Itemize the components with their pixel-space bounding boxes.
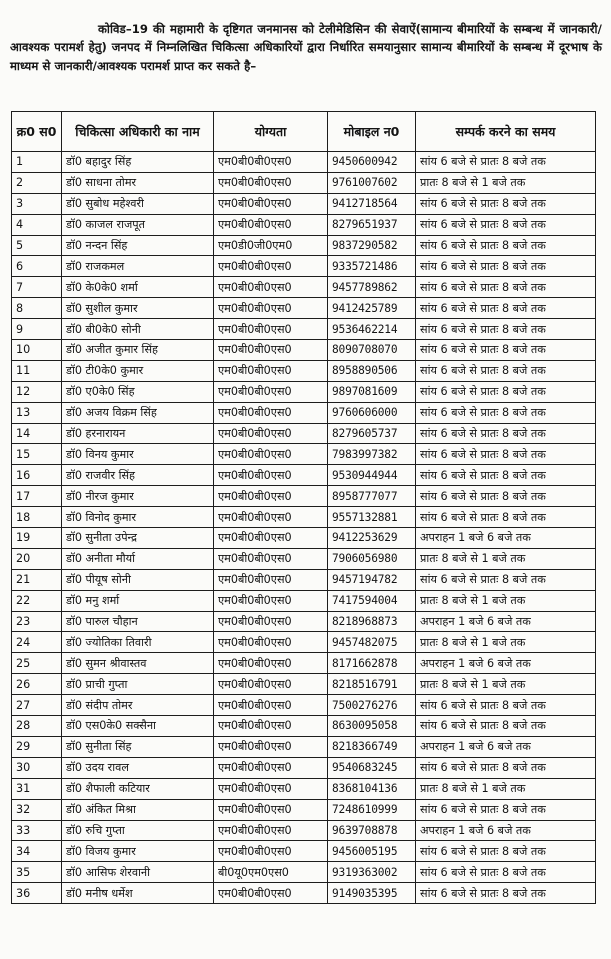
- contact-time-cell: सांय 6 बजे से प्रातः 8 बजे तक: [416, 193, 596, 214]
- serial-number-cell: 24: [12, 632, 62, 653]
- qualification-cell: एम0बी0बी0एस0: [214, 152, 328, 173]
- medical-officers-table: [11, 111, 596, 904]
- table-row: [12, 340, 596, 361]
- qualification-cell: एम0बी0बी0एस0: [214, 883, 328, 904]
- qualification-cell: एम0बी0बी0एस0: [214, 256, 328, 277]
- officer-name-cell: डॉ0 राजवीर सिंह: [62, 465, 214, 486]
- officer-name-cell: डॉ0 सुमन श्रीवास्तव: [62, 653, 214, 674]
- mobile-number-cell: 9319363002: [328, 862, 416, 883]
- mobile-number-cell: 8958777077: [328, 486, 416, 507]
- table-row: [12, 152, 596, 173]
- mobile-number-cell: 8368104136: [328, 778, 416, 799]
- contact-time-cell: सांय 6 बजे से प्रातः 8 बजे तक: [416, 716, 596, 737]
- serial-number-cell: 27: [12, 695, 62, 716]
- header-qualification: योग्यता: [214, 112, 328, 152]
- serial-number-cell: 16: [12, 465, 62, 486]
- mobile-number-cell: 9450600942: [328, 152, 416, 173]
- contact-time-cell: सांय 6 बजे से प्रातः 8 बजे तक: [416, 841, 596, 862]
- serial-number-cell: 34: [12, 841, 62, 862]
- qualification-cell: एम0बी0बी0एस0: [214, 486, 328, 507]
- mobile-number-cell: 8279605737: [328, 423, 416, 444]
- contact-time-cell: सांय 6 बजे से प्रातः 8 बजे तक: [416, 340, 596, 361]
- contact-time-cell: प्रातः 8 बजे से 1 बजे तक: [416, 632, 596, 653]
- officer-name-cell: डॉ0 अनीता मौर्या: [62, 548, 214, 569]
- qualification-cell: एम0बी0बी0एस0: [214, 820, 328, 841]
- qualification-cell: एम0बी0बी0एस0: [214, 277, 328, 298]
- mobile-number-cell: 9530944944: [328, 465, 416, 486]
- officer-name-cell: डॉ0 पीयूष सोनी: [62, 569, 214, 590]
- qualification-cell: एम0बी0बी0एस0: [214, 360, 328, 381]
- intro-paragraph: कोविड–19 की महामारी के दृष्टिगत जनमानस को टेलीमेडिसिन की सेवाऐं(सामान्य बीमारियों के सम्बन्ध में जानकारी/आवश्यक परामर्श हेतु) जनपद में निम्नलिखित चिकित्सा अधिकारियों द्वारा निर्धारित समयानुसार सामान्य बीमारियों के सम्बन्ध में दूरभाष के माध्यम से जानकारी/आवश्यक परामर्श प्राप्त कर सकते है–: [10, 21, 602, 73]
- mobile-number-cell: 7417594004: [328, 590, 416, 611]
- table-row: [12, 674, 596, 695]
- serial-number-cell: 8: [12, 298, 62, 319]
- table-row: [12, 841, 596, 862]
- header-contact-time: सम्पर्क करने का समय: [416, 112, 596, 152]
- mobile-number-cell: 9760606000: [328, 402, 416, 423]
- mobile-number-cell: 9536462214: [328, 319, 416, 340]
- table-row: [12, 590, 596, 611]
- serial-number-cell: 2: [12, 172, 62, 193]
- officer-name-cell: डॉ0 प्राची गुप्ता: [62, 674, 214, 695]
- qualification-cell: एम0बी0बी0एस0: [214, 674, 328, 695]
- table-row: [12, 256, 596, 277]
- serial-number-cell: 35: [12, 862, 62, 883]
- contact-time-cell: सांय 6 बजे से प्रातः 8 बजे तक: [416, 277, 596, 298]
- mobile-number-cell: 8218516791: [328, 674, 416, 695]
- mobile-number-cell: 9761007602: [328, 172, 416, 193]
- table-row: [12, 716, 596, 737]
- serial-number-cell: 1: [12, 152, 62, 173]
- header-officer-name: चिकित्सा अधिकारी का नाम: [62, 112, 214, 152]
- table-body: [12, 152, 596, 904]
- serial-number-cell: 20: [12, 548, 62, 569]
- qualification-cell: एम0बी0बी0एस0: [214, 381, 328, 402]
- mobile-number-cell: 9639708878: [328, 820, 416, 841]
- officer-name-cell: डॉ0 टी0के0 कुमार: [62, 360, 214, 381]
- contact-time-cell: सांय 6 बजे से प्रातः 8 बजे तक: [416, 507, 596, 528]
- qualification-cell: एम0बी0बी0एस0: [214, 716, 328, 737]
- officer-name-cell: डॉ0 अजीत कुमार सिंह: [62, 340, 214, 361]
- contact-time-cell: सांय 6 बजे से प्रातः 8 बजे तक: [416, 235, 596, 256]
- table-row: [12, 548, 596, 569]
- serial-number-cell: 5: [12, 235, 62, 256]
- contact-time-cell: सांय 6 बजे से प्रातः 8 बजे तक: [416, 569, 596, 590]
- contact-time-cell: सांय 6 बजे से प्रातः 8 बजे तक: [416, 402, 596, 423]
- mobile-number-cell: 7500276276: [328, 695, 416, 716]
- contact-time-cell: सांय 6 बजे से प्रातः 8 बजे तक: [416, 465, 596, 486]
- serial-number-cell: 4: [12, 214, 62, 235]
- qualification-cell: एम0बी0बी0एस0: [214, 298, 328, 319]
- mobile-number-cell: 8171662878: [328, 653, 416, 674]
- serial-number-cell: 10: [12, 340, 62, 361]
- table-row: [12, 235, 596, 256]
- qualification-cell: एम0बी0बी0एस0: [214, 590, 328, 611]
- officer-name-cell: डॉ0 अंकित मिश्रा: [62, 799, 214, 820]
- serial-number-cell: 18: [12, 507, 62, 528]
- table-row: [12, 214, 596, 235]
- serial-number-cell: 17: [12, 486, 62, 507]
- officer-name-cell: डॉ0 नन्दन सिंह: [62, 235, 214, 256]
- officer-name-cell: डॉ0 विजय कुमार: [62, 841, 214, 862]
- qualification-cell: एम0बी0बी0एस0: [214, 841, 328, 862]
- officer-name-cell: डॉ0 सुबोध महेश्वरी: [62, 193, 214, 214]
- qualification-cell: एम0बी0बी0एस0: [214, 736, 328, 757]
- table-row: [12, 736, 596, 757]
- table-row: [12, 444, 596, 465]
- contact-time-cell: प्रातः 8 बजे से 1 बजे तक: [416, 172, 596, 193]
- contact-time-cell: सांय 6 बजे से प्रातः 8 बजे तक: [416, 152, 596, 173]
- qualification-cell: एम0बी0बी0एस0: [214, 507, 328, 528]
- officer-name-cell: डॉ0 सुशील कुमार: [62, 298, 214, 319]
- header-mobile-number: मोबाइल न0: [328, 112, 416, 152]
- officer-name-cell: डॉ0 सुनीता उपेन्द्र: [62, 528, 214, 549]
- mobile-number-cell: 8218968873: [328, 611, 416, 632]
- qualification-cell: एम0बी0बी0एस0: [214, 799, 328, 820]
- serial-number-cell: 13: [12, 402, 62, 423]
- qualification-cell: एम0बी0बी0एस0: [214, 444, 328, 465]
- qualification-cell: एम0बी0बी0एस0: [214, 757, 328, 778]
- contact-time-cell: प्रातः 8 बजे से 1 बजे तक: [416, 674, 596, 695]
- table-row: [12, 757, 596, 778]
- table-row: [12, 778, 596, 799]
- mobile-number-cell: 8090708070: [328, 340, 416, 361]
- qualification-cell: बी0यू0एम0एस0: [214, 862, 328, 883]
- contact-time-cell: सांय 6 बजे से प्रातः 8 बजे तक: [416, 757, 596, 778]
- officer-name-cell: डॉ0 बी0के0 सोनी: [62, 319, 214, 340]
- officer-name-cell: डॉ0 हरनारायन: [62, 423, 214, 444]
- serial-number-cell: 19: [12, 528, 62, 549]
- serial-number-cell: 26: [12, 674, 62, 695]
- officer-name-cell: डॉ0 साधना तोमर: [62, 172, 214, 193]
- table-row: [12, 507, 596, 528]
- serial-number-cell: 7: [12, 277, 62, 298]
- table-row: [12, 862, 596, 883]
- officer-name-cell: डॉ0 आसिफ शेरवानी: [62, 862, 214, 883]
- table-row: [12, 569, 596, 590]
- qualification-cell: एम0बी0बी0एस0: [214, 528, 328, 549]
- serial-number-cell: 28: [12, 716, 62, 737]
- table-row: [12, 695, 596, 716]
- table-row: [12, 799, 596, 820]
- officer-name-cell: डॉ0 विनोद कुमार: [62, 507, 214, 528]
- officer-name-cell: डॉ0 मनीष धर्मेश: [62, 883, 214, 904]
- contact-time-cell: सांय 6 बजे से प्रातः 8 बजे तक: [416, 695, 596, 716]
- mobile-number-cell: 9456005195: [328, 841, 416, 862]
- qualification-cell: एम0बी0बी0एस0: [214, 172, 328, 193]
- officer-name-cell: डॉ0 शैफाली कटियार: [62, 778, 214, 799]
- serial-number-cell: 14: [12, 423, 62, 444]
- officer-name-cell: डॉ0 पारुल चौहान: [62, 611, 214, 632]
- qualification-cell: एम0बी0बी0एस0: [214, 611, 328, 632]
- mobile-number-cell: 9540683245: [328, 757, 416, 778]
- table-row: [12, 172, 596, 193]
- mobile-number-cell: 9412718564: [328, 193, 416, 214]
- officer-name-cell: डॉ0 मनु शर्मा: [62, 590, 214, 611]
- contact-time-cell: अपराहन 1 बजे 6 बजे तक: [416, 653, 596, 674]
- contact-time-cell: सांय 6 बजे से प्रातः 8 बजे तक: [416, 360, 596, 381]
- qualification-cell: एम0बी0बी0एस0: [214, 632, 328, 653]
- mobile-number-cell: 7983997382: [328, 444, 416, 465]
- contact-time-cell: प्रातः 8 बजे से 1 बजे तक: [416, 590, 596, 611]
- contact-time-cell: अपराहन 1 बजे 6 बजे तक: [416, 528, 596, 549]
- table-row: [12, 277, 596, 298]
- serial-number-cell: 9: [12, 319, 62, 340]
- officer-name-cell: डॉ0 संदीप तोमर: [62, 695, 214, 716]
- serial-number-cell: 25: [12, 653, 62, 674]
- header-serial-number: क्र0 स0: [12, 112, 62, 152]
- table-row: [12, 381, 596, 402]
- mobile-number-cell: 9412425789: [328, 298, 416, 319]
- qualification-cell: एम0बी0बी0एस0: [214, 653, 328, 674]
- mobile-number-cell: 9457789862: [328, 277, 416, 298]
- serial-number-cell: 22: [12, 590, 62, 611]
- qualification-cell: एम0बी0बी0एस0: [214, 423, 328, 444]
- qualification-cell: एम0बी0बी0एस0: [214, 778, 328, 799]
- qualification-cell: एम0बी0बी0एस0: [214, 695, 328, 716]
- table-row: [12, 883, 596, 904]
- table-row: [12, 486, 596, 507]
- qualification-cell: एम0बी0बी0एस0: [214, 465, 328, 486]
- contact-time-cell: अपराहन 1 बजे 6 बजे तक: [416, 611, 596, 632]
- table-row: [12, 820, 596, 841]
- officer-name-cell: डॉ0 अजय विक्रम सिंह: [62, 402, 214, 423]
- mobile-number-cell: 8218366749: [328, 736, 416, 757]
- contact-time-cell: सांय 6 बजे से प्रातः 8 बजे तक: [416, 298, 596, 319]
- officer-name-cell: डॉ0 ज्योतिका तिवारी: [62, 632, 214, 653]
- contact-time-cell: सांय 6 बजे से प्रातः 8 बजे तक: [416, 423, 596, 444]
- mobile-number-cell: 9837290582: [328, 235, 416, 256]
- serial-number-cell: 6: [12, 256, 62, 277]
- officer-name-cell: डॉ0 एस0के0 सक्सैना: [62, 716, 214, 737]
- table-row: [12, 653, 596, 674]
- contact-time-cell: सांय 6 बजे से प्रातः 8 बजे तक: [416, 319, 596, 340]
- serial-number-cell: 36: [12, 883, 62, 904]
- serial-number-cell: 11: [12, 360, 62, 381]
- table-row: [12, 423, 596, 444]
- mobile-number-cell: 9897081609: [328, 381, 416, 402]
- serial-number-cell: 23: [12, 611, 62, 632]
- officer-name-cell: डॉ0 रुचि गुप्ता: [62, 820, 214, 841]
- officer-name-cell: डॉ0 के0के0 शर्मा: [62, 277, 214, 298]
- table-row: [12, 611, 596, 632]
- mobile-number-cell: 9412253629: [328, 528, 416, 549]
- serial-number-cell: 12: [12, 381, 62, 402]
- qualification-cell: एम0बी0बी0एस0: [214, 548, 328, 569]
- contact-time-cell: प्रातः 8 बजे से 1 बजे तक: [416, 778, 596, 799]
- mobile-number-cell: 9457194782: [328, 569, 416, 590]
- serial-number-cell: 29: [12, 736, 62, 757]
- contact-time-cell: प्रातः 8 बजे से 1 बजे तक: [416, 548, 596, 569]
- contact-time-cell: अपराहन 1 बजे 6 बजे तक: [416, 820, 596, 841]
- mobile-number-cell: 8958890506: [328, 360, 416, 381]
- mobile-number-cell: 8279651937: [328, 214, 416, 235]
- qualification-cell: एम0बी0बी0एस0: [214, 214, 328, 235]
- mobile-number-cell: 7906056980: [328, 548, 416, 569]
- table-row: [12, 402, 596, 423]
- contact-time-cell: सांय 6 बजे से प्रातः 8 बजे तक: [416, 883, 596, 904]
- serial-number-cell: 32: [12, 799, 62, 820]
- mobile-number-cell: 7248610999: [328, 799, 416, 820]
- table-row: [12, 528, 596, 549]
- officer-name-cell: डॉ0 ए0के0 सिंह: [62, 381, 214, 402]
- contact-time-cell: अपराहन 1 बजे 6 बजे तक: [416, 736, 596, 757]
- qualification-cell: एम0बी0बी0एस0: [214, 193, 328, 214]
- serial-number-cell: 31: [12, 778, 62, 799]
- table-row: [12, 193, 596, 214]
- table-row: [12, 298, 596, 319]
- table-row: [12, 465, 596, 486]
- mobile-number-cell: 9457482075: [328, 632, 416, 653]
- officer-name-cell: डॉ0 उदय रावल: [62, 757, 214, 778]
- table-row: [12, 360, 596, 381]
- table-row: [12, 632, 596, 653]
- serial-number-cell: 3: [12, 193, 62, 214]
- serial-number-cell: 15: [12, 444, 62, 465]
- serial-number-cell: 21: [12, 569, 62, 590]
- qualification-cell: एम0बी0बी0एस0: [214, 402, 328, 423]
- qualification-cell: एम0डी0जी0एम0: [214, 235, 328, 256]
- contact-time-cell: सांय 6 बजे से प्रातः 8 बजे तक: [416, 486, 596, 507]
- contact-time-cell: सांय 6 बजे से प्रातः 8 बजे तक: [416, 862, 596, 883]
- officer-name-cell: डॉ0 सुनीता सिंह: [62, 736, 214, 757]
- officer-name-cell: डॉ0 नीरज कुमार: [62, 486, 214, 507]
- serial-number-cell: 30: [12, 757, 62, 778]
- qualification-cell: एम0बी0बी0एस0: [214, 340, 328, 361]
- serial-number-cell: 33: [12, 820, 62, 841]
- contact-time-cell: सांय 6 बजे से प्रातः 8 बजे तक: [416, 256, 596, 277]
- contact-time-cell: सांय 6 बजे से प्रातः 8 बजे तक: [416, 444, 596, 465]
- officer-name-cell: डॉ0 बहादुर सिंह: [62, 152, 214, 173]
- contact-time-cell: सांय 6 बजे से प्रातः 8 बजे तक: [416, 214, 596, 235]
- officer-name-cell: डॉ0 राजकमल: [62, 256, 214, 277]
- table-row: [12, 319, 596, 340]
- qualification-cell: एम0बी0बी0एस0: [214, 319, 328, 340]
- qualification-cell: एम0बी0बी0एस0: [214, 569, 328, 590]
- mobile-number-cell: 8630095058: [328, 716, 416, 737]
- officer-name-cell: डॉ0 काजल राजपूत: [62, 214, 214, 235]
- mobile-number-cell: 9557132881: [328, 507, 416, 528]
- mobile-number-cell: 9335721486: [328, 256, 416, 277]
- table-header-row: [12, 112, 596, 152]
- mobile-number-cell: 9149035395: [328, 883, 416, 904]
- contact-time-cell: सांय 6 बजे से प्रातः 8 बजे तक: [416, 799, 596, 820]
- contact-time-cell: सांय 6 बजे से प्रातः 8 बजे तक: [416, 381, 596, 402]
- officer-name-cell: डॉ0 विनय कुमार: [62, 444, 214, 465]
